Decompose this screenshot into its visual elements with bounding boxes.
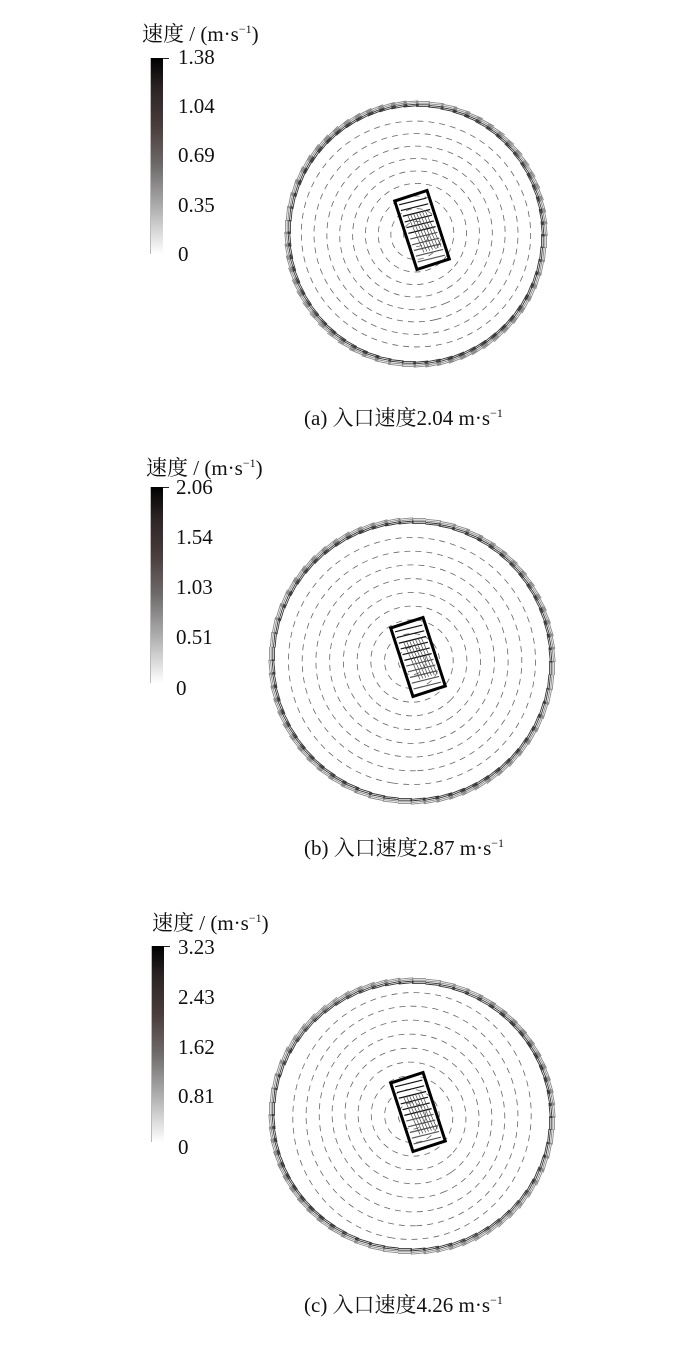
vector-tuft: [341, 781, 360, 793]
vector-tuft: [398, 799, 412, 804]
caption: [304, 1289, 503, 1319]
caption-sup: −1: [490, 406, 503, 420]
legend-sup: −1: [248, 911, 262, 925]
vector-tuft: [532, 1167, 544, 1186]
vector-tuft: [333, 119, 351, 135]
vector-tuft: [488, 1002, 507, 1017]
vector-tuft: [296, 167, 307, 186]
vector-tuft: [426, 979, 442, 985]
inlet-core: [391, 1073, 446, 1152]
legend-close: ): [251, 22, 259, 46]
velocity-vector-field: [0, 440, 700, 880]
vector-tuft: [317, 1215, 336, 1230]
colorbar-tick: 1.04: [178, 94, 215, 118]
caption-sup: −1: [490, 1293, 503, 1307]
vector-tuft: [412, 979, 426, 984]
colorbar-tick: 2.43: [178, 985, 215, 1009]
inlet-core: [395, 191, 450, 270]
colorbar-tick: 0: [178, 1135, 189, 1159]
vector-tuft: [525, 283, 536, 302]
vector-tuft: [383, 1247, 399, 1253]
panel-a: [0, 0, 700, 440]
vector-tuft: [539, 1063, 550, 1082]
legend-label: 速度 / (m·s: [152, 911, 249, 935]
legend-close: ): [261, 911, 269, 935]
vector-tuft: [301, 155, 314, 174]
vector-tuft: [475, 117, 494, 130]
legend-sup: −1: [242, 456, 256, 470]
caption-text: (b) 入口速度2.87 m·s: [304, 836, 492, 860]
vector-tuft: [464, 112, 483, 123]
vector-tuft: [280, 590, 292, 609]
vector-tuft: [338, 338, 357, 351]
vector-tuft: [398, 1249, 412, 1254]
colorbar-tick: 2.06: [176, 475, 213, 499]
vector-tuft: [274, 1150, 285, 1169]
vector-tuft: [480, 333, 498, 349]
colorbar-tick: 1.62: [178, 1035, 215, 1059]
vector-tuft: [548, 675, 554, 691]
colorbar-tick: 0: [176, 676, 187, 700]
vector-tuft: [550, 661, 555, 675]
vector-tuft: [518, 294, 531, 313]
vector-tuft: [426, 519, 442, 525]
colorbar-tick: 0.51: [176, 625, 213, 649]
vector-tuft: [524, 1179, 537, 1198]
caption-sup: −1: [491, 836, 505, 850]
caption-text: (c) 入口速度4.26 m·s: [304, 1293, 491, 1317]
panel-b: [0, 440, 700, 880]
vector-tuft: [477, 535, 496, 548]
colorbar-tick: 1.38: [178, 45, 215, 69]
vector-tuft: [349, 345, 368, 356]
vector-tuft: [270, 632, 276, 648]
caption-text: (a) 入口速度2.04 m·s: [304, 406, 491, 430]
vector-tuft: [328, 773, 347, 786]
vector-tuft: [328, 1224, 347, 1237]
vector-field-group: [285, 101, 548, 367]
velocity-vector-field: [0, 895, 700, 1335]
vector-field-group: [269, 518, 555, 804]
vector-tuft: [412, 519, 426, 524]
colorbar-tick: 1.03: [176, 575, 213, 599]
vector-field-group: [269, 975, 555, 1256]
legend-label: 速度 / (m·s: [146, 456, 243, 480]
vector-tuft: [465, 529, 484, 541]
colorbar-tick: 3.23: [178, 935, 215, 959]
vector-tuft: [383, 797, 399, 803]
legend-label: 速度 / (m·s: [142, 22, 239, 46]
colorbar-tick: 0.35: [178, 193, 215, 217]
panel-c: [0, 895, 700, 1335]
inlet-core: [391, 618, 446, 697]
vector-tuft: [270, 647, 275, 661]
caption: [304, 832, 504, 862]
colorbar-tick: 1.54: [176, 525, 213, 549]
legend-close: ): [255, 456, 263, 480]
colorbar-tick: 0.81: [178, 1084, 215, 1108]
vector-tuft: [286, 577, 299, 596]
velocity-vector-field: [0, 0, 700, 440]
vector-tuft: [524, 726, 537, 745]
vector-tuft: [477, 995, 496, 1008]
colorbar-tick: 0: [178, 242, 189, 266]
vector-tuft: [532, 714, 544, 733]
caption: [304, 402, 503, 432]
vector-tuft: [280, 1047, 292, 1066]
colorbar-tick: 0.69: [178, 143, 215, 167]
vector-tuft: [286, 1035, 299, 1054]
legend-sup: −1: [238, 22, 252, 36]
